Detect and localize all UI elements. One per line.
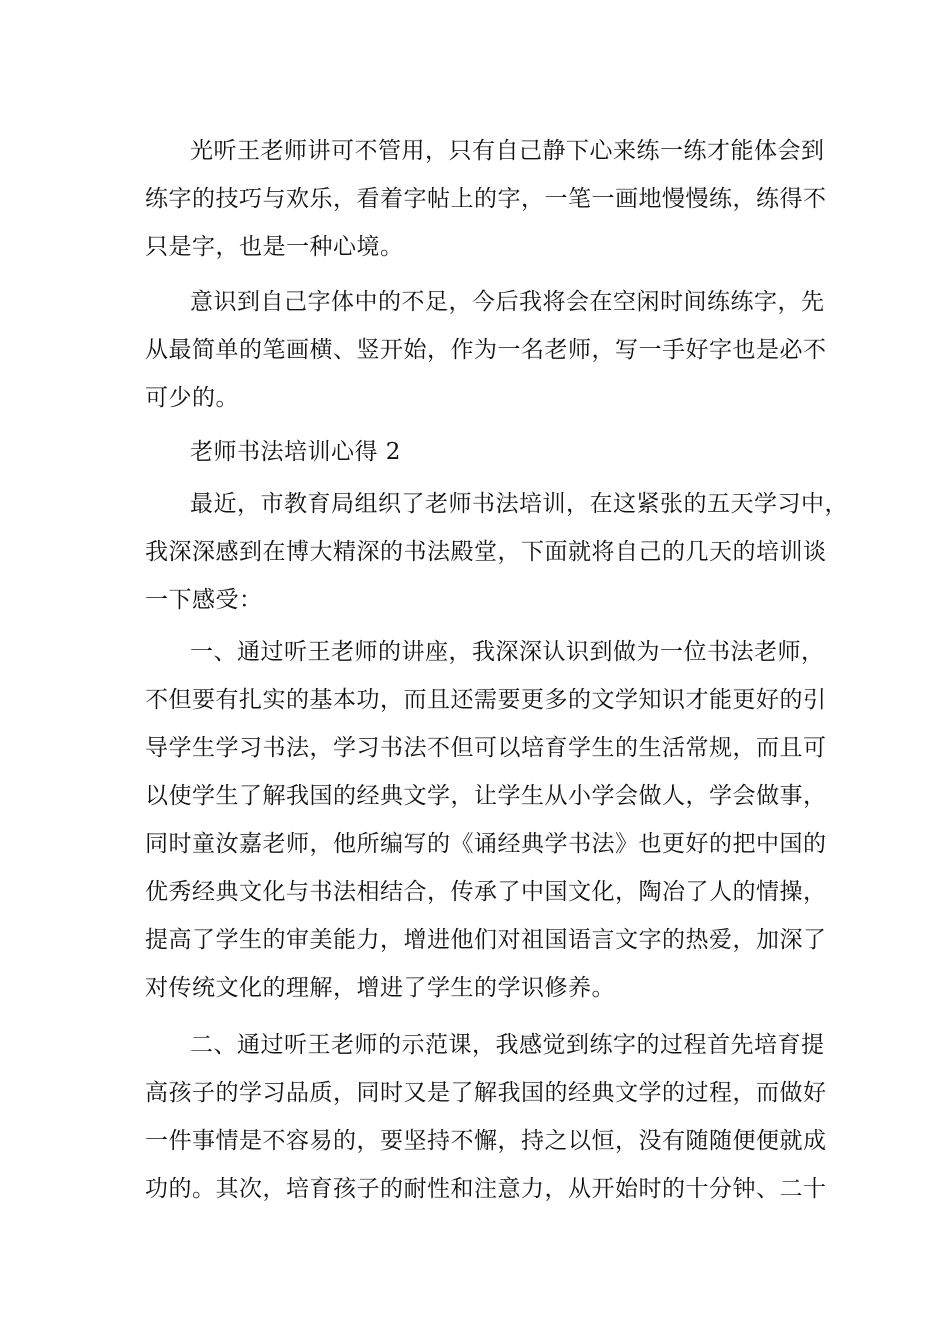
paragraph-4-line-8: 对传统文化的理解，增进了学生的学识修养。	[145, 975, 615, 1001]
paragraph-3-line-1: 最近，市教育局组织了老师书法培训，在这紧张的五天学习中，	[190, 491, 848, 517]
paragraph-4-line-3: 导学生学习书法，学习书法不但可以培育学生的生活常规，而且可	[145, 735, 827, 761]
paragraph-2-line-1: 意识到自己字体中的不足，今后我将会在空闲时间练练字，先	[190, 289, 825, 315]
section-heading: 老师书法培训心得 2	[190, 439, 401, 465]
paragraph-3-line-3: 一下感受：	[145, 587, 263, 613]
paragraph-4-line-1: 一、通过听王老师的讲座，我深深认识到做为一位书法老师，	[190, 639, 825, 665]
paragraph-4-line-4: 以使学生了解我国的经典文学，让学生从小学会做人，学会做事，	[145, 783, 827, 809]
paragraph-1-line-1: 光听王老师讲可不管用，只有自己静下心来练一练才能体会到	[190, 138, 825, 164]
paragraph-1-line-3: 只是字，也是一种心境。	[145, 234, 404, 260]
paragraph-1-line-2: 练字的技巧与欢乐，看着字帖上的字，一笔一画地慢慢练，练得不	[145, 186, 827, 212]
paragraph-5-line-2: 高孩子的学习品质，同时又是了解我国的经典文学的过程，而做好	[145, 1080, 827, 1106]
paragraph-5-line-3: 一件事情是不容易的，要坚持不懈，持之以恒，没有随随便便就成	[145, 1128, 827, 1154]
paragraph-5-line-4: 功的。其次，培育孩子的耐性和注意力，从开始时的十分钟、二十	[145, 1176, 827, 1202]
paragraph-2-line-2: 从最简单的笔画横、竖开始，作为一名老师，写一手好字也是必不	[145, 337, 827, 363]
paragraph-2-line-3: 可少的。	[145, 385, 239, 411]
paragraph-5-line-1: 二、通过听王老师的示范课，我感觉到练字的过程首先培育提	[190, 1032, 825, 1058]
paragraph-4-line-7: 提高了学生的审美能力，增进他们对祖国语言文字的热爱，加深了	[145, 927, 827, 953]
paragraph-4-line-2: 不但要有扎实的基本功，而且还需要更多的文学知识才能更好的引	[145, 687, 827, 713]
paragraph-4-line-5: 同时童汝嘉老师，他所编写的《诵经典学书法》也更好的把中国的	[145, 831, 827, 857]
paragraph-4-line-6: 优秀经典文化与书法相结合，传承了中国文化，陶冶了人的情操，	[145, 879, 827, 905]
paragraph-3-line-2: 我深深感到在博大精深的书法殿堂，下面就将自己的几天的培训谈	[145, 539, 827, 565]
